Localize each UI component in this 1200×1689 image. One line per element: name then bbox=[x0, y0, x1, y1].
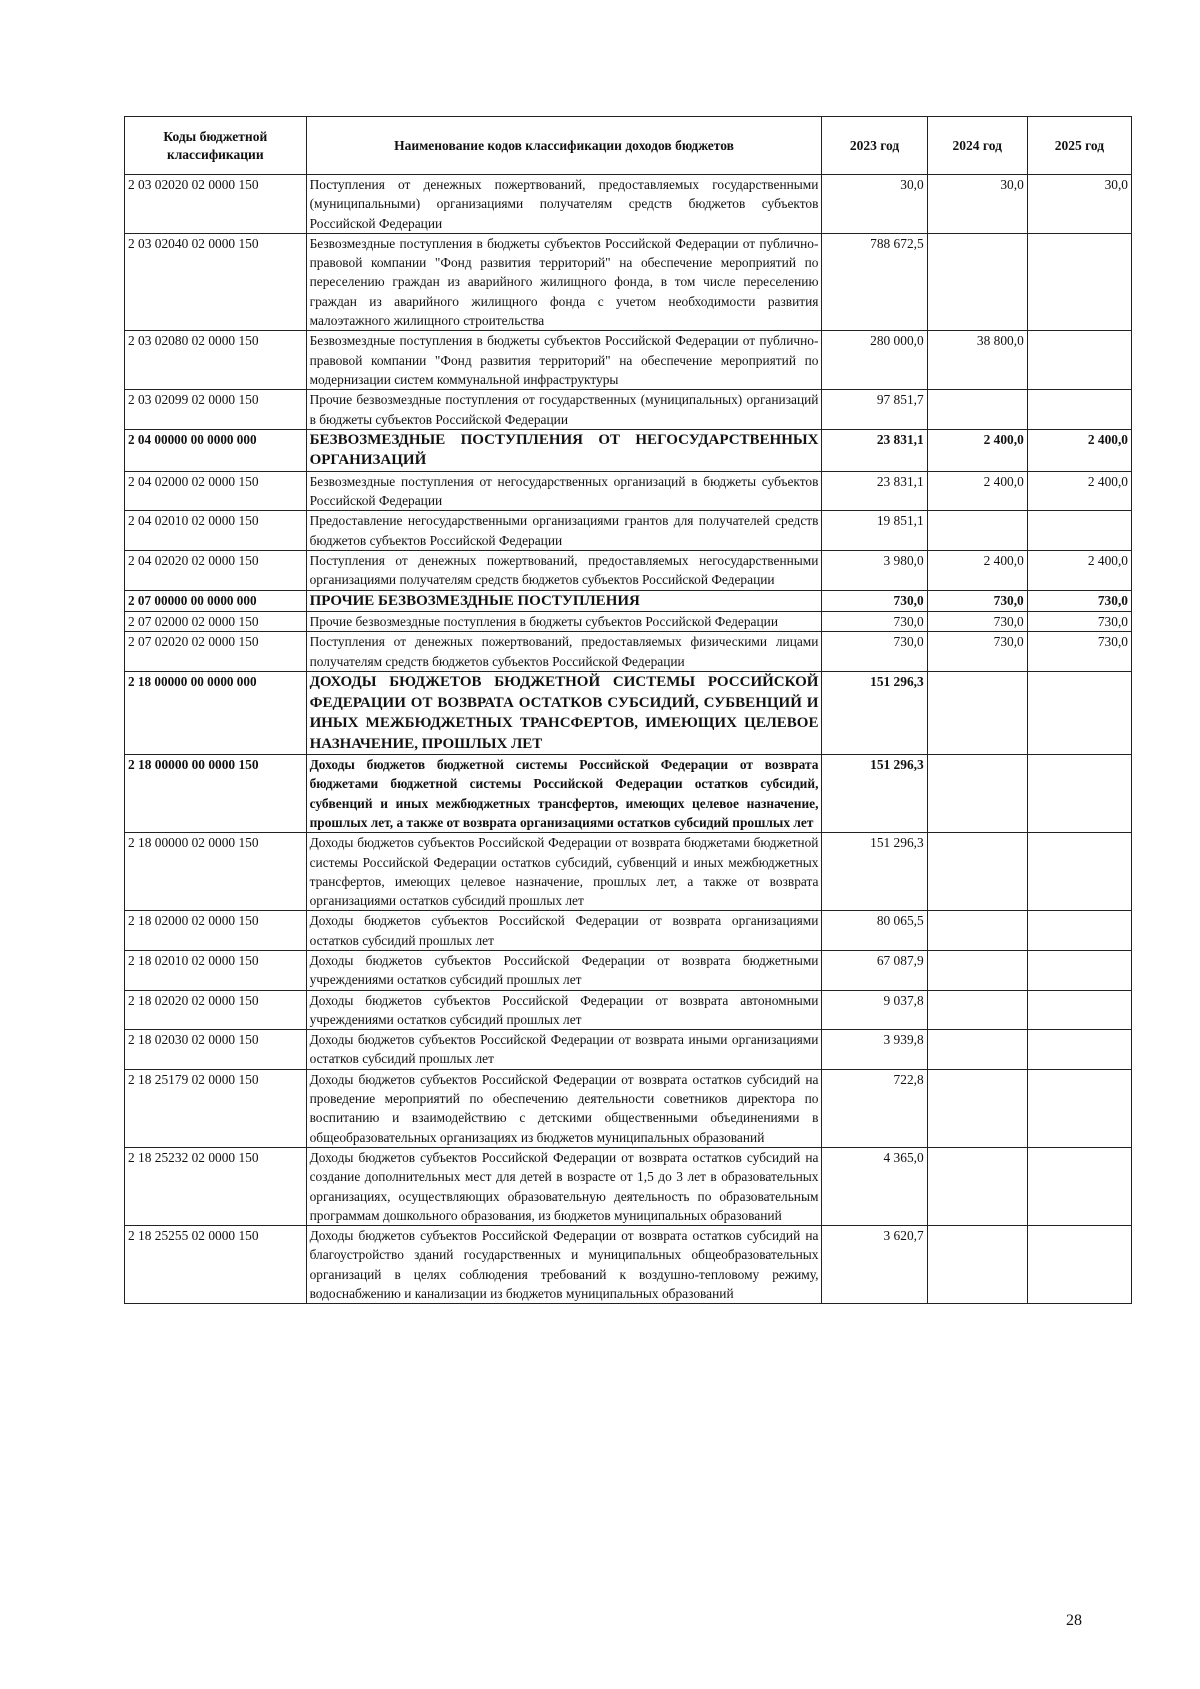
row-code: 2 03 02040 02 0000 150 bbox=[125, 233, 307, 330]
row-value-2025 bbox=[1027, 331, 1131, 390]
row-name: ПРОЧИЕ БЕЗВОЗМЕЗДНЫЕ ПОСТУПЛЕНИЯ bbox=[306, 590, 822, 612]
table-row bbox=[125, 833, 1132, 911]
table-row bbox=[125, 1069, 1132, 1147]
table-row bbox=[125, 551, 1132, 591]
row-value-2025: 2 400,0 bbox=[1027, 551, 1131, 591]
row-code: 2 18 25232 02 0000 150 bbox=[125, 1147, 307, 1225]
row-value-2025 bbox=[1027, 951, 1131, 991]
row-value-2023: 67 087,9 bbox=[822, 951, 927, 991]
header-2025: 2025 год bbox=[1027, 117, 1131, 175]
row-name: Доходы бюджетов бюджетной системы Российской Федерации от возврата бюджетами бюджетной системы Российской Федерации остатков субсидий, субвенций и иных межбюджетных трансфертов, имеющих целевое назначение, прошлых лет, а также от возврата организациями остатков субсидий прошлых лет bbox=[306, 755, 822, 833]
row-value-2023: 151 296,3 bbox=[822, 833, 927, 911]
row-value-2025: 30,0 bbox=[1027, 175, 1131, 234]
row-value-2025 bbox=[1027, 1069, 1131, 1147]
row-value-2023: 3 980,0 bbox=[822, 551, 927, 591]
row-name: Доходы бюджетов субъектов Российской Федерации от возврата организациями остатков субсидий прошлых лет bbox=[306, 911, 822, 951]
table-row bbox=[125, 632, 1132, 672]
row-code: 2 18 02010 02 0000 150 bbox=[125, 951, 307, 991]
row-name: Доходы бюджетов субъектов Российской Федерации от возврата бюджетами бюджетной системы Российской Федерации остатков субсидий, субвенций и иных межбюджетных трансфертов, имеющих целевое назначение, прошлых лет, а также от возврата организациями остатков субсидий прошлых лет bbox=[306, 833, 822, 911]
row-code: 2 07 00000 00 0000 000 bbox=[125, 590, 307, 612]
row-value-2024 bbox=[927, 990, 1027, 1030]
row-name: Поступления от денежных пожертвований, предоставляемых физическими лицами получателям средств бюджетов субъектов Российской Федерации bbox=[306, 632, 822, 672]
row-value-2025 bbox=[1027, 1147, 1131, 1225]
row-value-2025 bbox=[1027, 990, 1131, 1030]
row-value-2023: 730,0 bbox=[822, 612, 927, 632]
row-value-2024: 730,0 bbox=[927, 632, 1027, 672]
row-value-2023: 3 939,8 bbox=[822, 1030, 927, 1070]
row-value-2024: 30,0 bbox=[927, 175, 1027, 234]
table-row bbox=[125, 672, 1132, 755]
row-code: 2 03 02080 02 0000 150 bbox=[125, 331, 307, 390]
row-value-2023: 730,0 bbox=[822, 590, 927, 612]
row-value-2025: 730,0 bbox=[1027, 590, 1131, 612]
row-code: 2 04 02000 02 0000 150 bbox=[125, 471, 307, 511]
row-value-2024: 2 400,0 bbox=[927, 429, 1027, 471]
table-row bbox=[125, 175, 1132, 234]
row-code: 2 18 00000 00 0000 150 bbox=[125, 755, 307, 833]
header-code: Коды бюджетной классификации bbox=[125, 117, 307, 175]
table-row bbox=[125, 1226, 1132, 1304]
row-value-2025 bbox=[1027, 511, 1131, 551]
header-2024: 2024 год bbox=[927, 117, 1027, 175]
row-value-2023: 19 851,1 bbox=[822, 511, 927, 551]
row-name: Доходы бюджетов субъектов Российской Федерации от возврата автономными учреждениями остатков субсидий прошлых лет bbox=[306, 990, 822, 1030]
row-name: БЕЗВОЗМЕЗДНЫЕ ПОСТУПЛЕНИЯ ОТ НЕГОСУДАРСТВЕННЫХ ОРГАНИЗАЦИЙ bbox=[306, 429, 822, 471]
row-code: 2 04 00000 00 0000 000 bbox=[125, 429, 307, 471]
table-row bbox=[125, 511, 1132, 551]
row-value-2023: 9 037,8 bbox=[822, 990, 927, 1030]
row-value-2023: 788 672,5 bbox=[822, 233, 927, 330]
row-code: 2 07 02020 02 0000 150 bbox=[125, 632, 307, 672]
row-code: 2 18 25255 02 0000 150 bbox=[125, 1226, 307, 1304]
row-value-2023: 280 000,0 bbox=[822, 331, 927, 390]
row-value-2025 bbox=[1027, 1030, 1131, 1070]
row-value-2023: 30,0 bbox=[822, 175, 927, 234]
row-value-2023: 23 831,1 bbox=[822, 429, 927, 471]
row-value-2024 bbox=[927, 390, 1027, 430]
header-name: Наименование кодов классификации доходов бюджетов bbox=[306, 117, 822, 175]
row-value-2025 bbox=[1027, 672, 1131, 755]
table-row bbox=[125, 390, 1132, 430]
row-name: Доходы бюджетов субъектов Российской Федерации от возврата остатков субсидий на благоустройство зданий государственных и муниципальных общеобразовательных организаций в целях соблюдения требований к воздушно-тепловому режиму, водоснабжению и канализации из бюджетов муниципальных образований bbox=[306, 1226, 822, 1304]
row-name: Прочие безвозмездные поступления в бюджеты субъектов Российской Федерации bbox=[306, 612, 822, 632]
table-row bbox=[125, 429, 1132, 471]
row-value-2024 bbox=[927, 1069, 1027, 1147]
row-value-2025 bbox=[1027, 755, 1131, 833]
row-code: 2 04 02020 02 0000 150 bbox=[125, 551, 307, 591]
row-value-2024: 2 400,0 bbox=[927, 471, 1027, 511]
table-row bbox=[125, 1147, 1132, 1225]
row-name: Безвозмездные поступления в бюджеты субъектов Российской Федерации от публично-правовой компании "Фонд развития территорий" на обеспечение мероприятий по переселению граждан из аварийного жилищного фонда, в том числе переселению граждан из аварийного жилищного фонда с учетом необходимости развития малоэтажного жилищного строительства bbox=[306, 233, 822, 330]
row-name: Доходы бюджетов субъектов Российской Федерации от возврата остатков субсидий на проведение мероприятий по обеспечению деятельности советников директора по воспитанию и взаимодействию с детскими общественными объединениями в общеобразовательных организациях из бюджетов муниципальных образований bbox=[306, 1069, 822, 1147]
row-code: 2 07 02000 02 0000 150 bbox=[125, 612, 307, 632]
row-code: 2 18 02020 02 0000 150 bbox=[125, 990, 307, 1030]
table-body bbox=[125, 175, 1132, 1304]
row-code: 2 18 00000 00 0000 000 bbox=[125, 672, 307, 755]
table-header-row bbox=[125, 117, 1132, 175]
table-row bbox=[125, 911, 1132, 951]
table-row bbox=[125, 951, 1132, 991]
row-value-2025 bbox=[1027, 911, 1131, 951]
row-value-2023: 4 365,0 bbox=[822, 1147, 927, 1225]
row-value-2024 bbox=[927, 672, 1027, 755]
page-number: 28 bbox=[1066, 1612, 1082, 1629]
row-value-2023: 730,0 bbox=[822, 632, 927, 672]
row-value-2024 bbox=[927, 911, 1027, 951]
row-value-2024: 730,0 bbox=[927, 612, 1027, 632]
row-value-2024 bbox=[927, 833, 1027, 911]
row-value-2023: 151 296,3 bbox=[822, 755, 927, 833]
row-code: 2 18 25179 02 0000 150 bbox=[125, 1069, 307, 1147]
header-2023: 2023 год bbox=[822, 117, 927, 175]
row-value-2024 bbox=[927, 1030, 1027, 1070]
budget-income-table bbox=[124, 116, 1132, 1304]
row-value-2024: 38 800,0 bbox=[927, 331, 1027, 390]
row-code: 2 18 02030 02 0000 150 bbox=[125, 1030, 307, 1070]
row-value-2023: 3 620,7 bbox=[822, 1226, 927, 1304]
row-value-2025 bbox=[1027, 390, 1131, 430]
row-name: Доходы бюджетов субъектов Российской Федерации от возврата иными организациями остатков субсидий прошлых лет bbox=[306, 1030, 822, 1070]
table-row bbox=[125, 612, 1132, 632]
row-value-2025 bbox=[1027, 233, 1131, 330]
row-code: 2 03 02020 02 0000 150 bbox=[125, 175, 307, 234]
row-value-2025: 2 400,0 bbox=[1027, 471, 1131, 511]
row-value-2024 bbox=[927, 233, 1027, 330]
row-value-2023: 151 296,3 bbox=[822, 672, 927, 755]
row-value-2024 bbox=[927, 755, 1027, 833]
row-value-2024: 2 400,0 bbox=[927, 551, 1027, 591]
row-name: Доходы бюджетов субъектов Российской Федерации от возврата бюджетными учреждениями остатков субсидий прошлых лет bbox=[306, 951, 822, 991]
row-value-2023: 23 831,1 bbox=[822, 471, 927, 511]
table-row bbox=[125, 331, 1132, 390]
row-value-2025 bbox=[1027, 833, 1131, 911]
table-row bbox=[125, 590, 1132, 612]
row-name: ДОХОДЫ БЮДЖЕТОВ БЮДЖЕТНОЙ СИСТЕМЫ РОССИЙСКОЙ ФЕДЕРАЦИИ ОТ ВОЗВРАТА ОСТАТКОВ СУБСИДИЙ, СУБВЕНЦИЙ И ИНЫХ МЕЖБЮДЖЕТНЫХ ТРАНСФЕРТОВ, ИМЕЮЩИХ ЦЕЛЕВОЕ НАЗНАЧЕНИЕ, ПРОШЛЫХ ЛЕТ bbox=[306, 672, 822, 755]
table-row bbox=[125, 990, 1132, 1030]
row-value-2023: 80 065,5 bbox=[822, 911, 927, 951]
row-value-2023: 722,8 bbox=[822, 1069, 927, 1147]
row-code: 2 18 02000 02 0000 150 bbox=[125, 911, 307, 951]
row-name: Безвозмездные поступления от негосударственных организаций в бюджеты субъектов Российской Федерации bbox=[306, 471, 822, 511]
table-row bbox=[125, 755, 1132, 833]
row-value-2024 bbox=[927, 511, 1027, 551]
table-row bbox=[125, 471, 1132, 511]
row-name: Поступления от денежных пожертвований, предоставляемых негосударственными организациями получателям средств бюджетов субъектов Российской Федерации bbox=[306, 551, 822, 591]
row-name: Поступления от денежных пожертвований, предоставляемых государственными (муниципальными) организациями получателям средств бюджетов субъектов Российской Федерации bbox=[306, 175, 822, 234]
row-name: Безвозмездные поступления в бюджеты субъектов Российской Федерации от публично-правовой компании "Фонд развития территорий" на обеспечение мероприятий по модернизации систем коммунальной инфраструктуры bbox=[306, 331, 822, 390]
row-value-2025: 730,0 bbox=[1027, 632, 1131, 672]
row-name: Прочие безвозмездные поступления от государственных (муниципальных) организаций в бюджеты субъектов Российской Федерации bbox=[306, 390, 822, 430]
row-code: 2 03 02099 02 0000 150 bbox=[125, 390, 307, 430]
row-value-2024 bbox=[927, 1147, 1027, 1225]
row-name: Предоставление негосударственными организациями грантов для получателей средств бюджетов субъектов Российской Федерации bbox=[306, 511, 822, 551]
row-name: Доходы бюджетов субъектов Российской Федерации от возврата остатков субсидий на создание дополнительных мест для детей в возрасте от 1,5 до 3 лет в образовательных организациях, осуществляющих образовательную деятельность по образовательным программам дошкольного образования, из бюджетов муниципальных образований bbox=[306, 1147, 822, 1225]
table-row bbox=[125, 1030, 1132, 1070]
row-value-2023: 97 851,7 bbox=[822, 390, 927, 430]
row-value-2025: 2 400,0 bbox=[1027, 429, 1131, 471]
row-value-2024 bbox=[927, 1226, 1027, 1304]
row-value-2025 bbox=[1027, 1226, 1131, 1304]
row-value-2025: 730,0 bbox=[1027, 612, 1131, 632]
row-value-2024 bbox=[927, 951, 1027, 991]
row-value-2024: 730,0 bbox=[927, 590, 1027, 612]
row-code: 2 18 00000 02 0000 150 bbox=[125, 833, 307, 911]
row-code: 2 04 02010 02 0000 150 bbox=[125, 511, 307, 551]
table-row bbox=[125, 233, 1132, 330]
